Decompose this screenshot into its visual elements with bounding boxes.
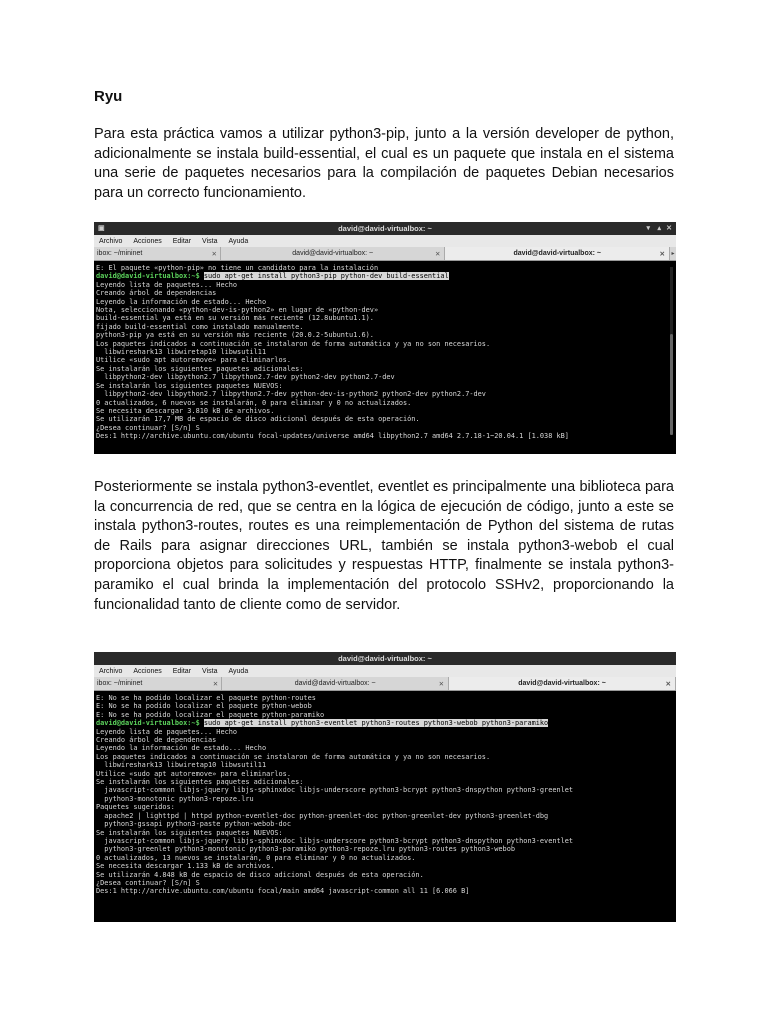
shell-prompt: david@david-virtualbox:~$: [96, 272, 200, 281]
terminal-line: Se utilizarán 17,7 MB de espacio de disco adicional después de esta operación.: [96, 415, 420, 424]
terminal-line: E: No se ha podido localizar el paquete python-webob: [96, 702, 312, 711]
tab-label: ibox: ~/mininet: [97, 680, 143, 687]
heading-ryu: Ryu: [94, 88, 123, 105]
tab-home-2[interactable]: [449, 677, 676, 690]
tab-label: ibox: ~/mininet: [97, 250, 143, 257]
terminal-line: Utilice «sudo apt autoremove» para eliminarlos.: [96, 356, 291, 365]
tab-label: david@david-virtualbox: ~: [518, 680, 606, 687]
terminal-line: Creando árbol de dependencias: [96, 736, 217, 745]
terminal-line: ¿Desea continuar? [S/n] S: [96, 423, 200, 432]
terminal-screenshot-2: [94, 652, 676, 922]
menu-acciones[interactable]: Acciones: [133, 237, 162, 245]
terminal-line: E: No se ha podido localizar el paquete python-paramiko: [96, 710, 325, 719]
terminal-line: Se necesita descargar 3.810 kB de archivos.: [96, 406, 275, 415]
terminal-line: Paquetes sugeridos:: [96, 803, 175, 812]
window-menu-icon[interactable]: ▣: [98, 225, 105, 232]
tab-close-icon[interactable]: ✕: [438, 680, 445, 688]
terminal-output: [94, 261, 676, 441]
tab-home-1[interactable]: [222, 677, 449, 690]
tab-scroll-icon[interactable]: ▸: [670, 247, 676, 260]
tab-mininet[interactable]: [94, 677, 222, 690]
vertical-scrollbar[interactable]: [670, 267, 673, 435]
terminal-line: python3-monotonic python3-repoze.lru: [96, 794, 254, 803]
terminal-line: Se instalarán los siguientes paquetes NUEVOS:: [96, 828, 283, 837]
terminal-line: python3-pip ya está en su versión más reciente (20.0.2-5ubuntu1.6).: [96, 331, 374, 340]
menu-archivo[interactable]: Archivo: [99, 237, 123, 245]
minimize-icon[interactable]: ▾: [646, 225, 650, 232]
terminal-line: libpython2-dev libpython2.7 libpython2.7-dev python2-dev python2.7-dev: [96, 373, 395, 382]
terminal-screenshot-1: [94, 222, 676, 454]
terminal-line: Los paquetes indicados a continuación se instalaron de forma automática y ya no son necesarios.: [96, 752, 491, 761]
tab-close-icon[interactable]: ✕: [665, 680, 671, 688]
terminal-line: Se utilizarán 4.848 kB de espacio de disco adicional después de esta operación.: [96, 870, 424, 879]
menu-ayuda[interactable]: Ayuda: [228, 237, 249, 245]
paragraph-packages: Posteriormente se instala python3-eventlet, eventlet es principalmente una biblioteca para la concurrencia de red, que se centra en la lógica de ejecución de código, junto a este se instala python3-routes, routes es una reimplementación de Python del sistema de rutas de Rails para asignar direcciones URL, también se instala python3-webob el cual proporciona objetos para solicitudes y respuestas HTTP, finalmente se instala python3-paramiko el cual brinda la implementación del protocolo SSHv2, proporcionando la funcionalidad tanto de cliente como de servidor.: [94, 479, 674, 613]
terminal-line: Se instalarán los siguientes paquetes NUEVOS:: [96, 381, 283, 390]
terminal-line: fijado build-essential como instalado manualmente.: [96, 322, 304, 331]
menu-acciones[interactable]: Acciones: [133, 667, 162, 675]
terminal-line: apache2 | lighttpd | httpd python-eventlet-doc python-greenlet-doc python-greenlet-dev python3-greenlet-dbg: [96, 811, 549, 820]
terminal-line: ¿Desea continuar? [S/n] S: [96, 878, 200, 887]
terminal-line: python3-greenlet python3-monotonic python3-paramiko python3-repoze.lru python3-routes python3-webob: [96, 845, 515, 854]
terminal-tabbar: [94, 247, 676, 261]
terminal-line: Se instalarán los siguientes paquetes adicionales:: [96, 364, 304, 373]
menu-archivo[interactable]: Archivo: [99, 667, 123, 675]
terminal-line: Los paquetes indicados a continuación se instalaron de forma automática y ya no son necesarios.: [96, 339, 491, 348]
terminal-line: E: El paquete «python-pip» no tiene un candidato para la instalación: [96, 264, 379, 272]
terminal-tabbar: [94, 677, 676, 691]
terminal-line: Creando árbol de dependencias: [96, 289, 217, 298]
terminal-output: [94, 691, 676, 896]
terminal-line: 0 actualizados, 6 nuevos se instalarán, 0 para eliminar y 0 no actualizados.: [96, 398, 412, 407]
terminal-line: build-essential ya está en su versión más reciente (12.8ubuntu1.1).: [96, 314, 374, 323]
tab-close-icon[interactable]: ✕: [212, 680, 219, 688]
menu-editar[interactable]: Editar: [172, 237, 192, 245]
terminal-menubar: [94, 665, 676, 677]
terminal-line: Leyendo lista de paquetes... Hecho: [96, 727, 238, 736]
terminal-line: Nota, seleccionando «python-dev-is-python2» en lugar de «python-dev»: [96, 306, 379, 315]
terminal-line: Leyendo la información de estado... Hecho: [96, 297, 267, 306]
window-title: david@david-virtualbox: ~: [338, 224, 432, 233]
terminal-line: libpython2-dev libpython2.7 libpython2.7-dev python-dev-is-python2 python2-dev python2.7-dev: [96, 390, 486, 399]
terminal-line: 0 actualizados, 13 nuevos se instalarán, 0 para eliminar y 0 no actualizados.: [96, 853, 416, 862]
tab-label: david@david-virtualbox: ~: [294, 680, 376, 687]
terminal-titlebar: [94, 652, 676, 665]
terminal-line: E: No se ha podido localizar el paquete python-routes: [96, 694, 316, 702]
command-line: [96, 719, 662, 727]
tab-home-2[interactable]: [445, 247, 670, 260]
terminal-line: Utilice «sudo apt autoremove» para eliminarlos.: [96, 769, 291, 778]
terminal-line: javascript-common libjs-jquery libjs-sphinxdoc libjs-underscore python3-bcrypt python3-dnspython python3-greenlet: [96, 786, 574, 795]
menu-vista[interactable]: Vista: [202, 667, 218, 675]
terminal-line: Leyendo lista de paquetes... Hecho: [96, 280, 238, 289]
terminal-line: Se instalarán los siguientes paquetes adicionales:: [96, 778, 304, 787]
tab-home-1[interactable]: [221, 247, 446, 260]
tab-label: david@david-virtualbox: ~: [513, 250, 601, 257]
terminal-line: Leyendo la información de estado... Hecho: [96, 744, 267, 753]
tab-mininet[interactable]: [94, 247, 221, 260]
terminal-line: Se necesita descargar 1.133 kB de archivos.: [96, 862, 275, 871]
close-icon[interactable]: ✕: [666, 225, 672, 232]
tab-close-icon[interactable]: ✕: [435, 250, 441, 258]
menu-vista[interactable]: Vista: [202, 237, 218, 245]
tab-close-icon[interactable]: ✕: [211, 250, 217, 258]
terminal-line: libwireshark13 libwiretap10 libwsutil11: [96, 348, 267, 357]
maximize-icon[interactable]: ▴: [657, 225, 661, 232]
menu-ayuda[interactable]: Ayuda: [228, 667, 249, 675]
tab-label: david@david-virtualbox: ~: [292, 250, 374, 257]
terminal-titlebar: [94, 222, 676, 235]
menu-editar[interactable]: Editar: [172, 667, 192, 675]
terminal-line: python3-gssapi python3-paste python-webob-doc: [96, 820, 291, 829]
terminal-line: Des:1 http://archive.ubuntu.com/ubuntu focal-updates/universe amd64 libpython2.7 amd64 2.7.18-1~20.04.1 [1.038 kB]: [96, 432, 569, 441]
shell-command: sudo apt-get install python3-eventlet python3-routes python3-webob python3-paramiko: [203, 719, 549, 728]
terminal-menubar: [94, 235, 676, 247]
window-title: david@david-virtualbox: ~: [338, 654, 432, 663]
shell-command: sudo apt-get install python3-pip python-dev build-essential: [203, 272, 449, 281]
terminal-line: libwireshark13 libwiretap10 libwsutil11: [96, 761, 267, 770]
shell-prompt: david@david-virtualbox:~$: [96, 719, 200, 728]
tab-close-icon[interactable]: ✕: [659, 250, 665, 258]
paragraph-intro: Para esta práctica vamos a utilizar python3-pip, junto a la versión developer de python, adicionalmente se instala build-essential, el cual es un paquete que instala en el sistema una serie de paquetes necesarios para la compilación de paquetes Debian necesarios para un correcto funcionamiento.: [94, 126, 674, 201]
terminal-line: javascript-common libjs-jquery libjs-sphinxdoc libjs-underscore python3-bcrypt python3-dnspython python3-eventlet: [96, 836, 574, 845]
terminal-line: Des:1 http://archive.ubuntu.com/ubuntu focal/main amd64 javascript-common all 11 [6.066 B]: [96, 887, 470, 896]
command-line: [96, 272, 662, 280]
scrollbar-thumb[interactable]: [670, 334, 673, 435]
